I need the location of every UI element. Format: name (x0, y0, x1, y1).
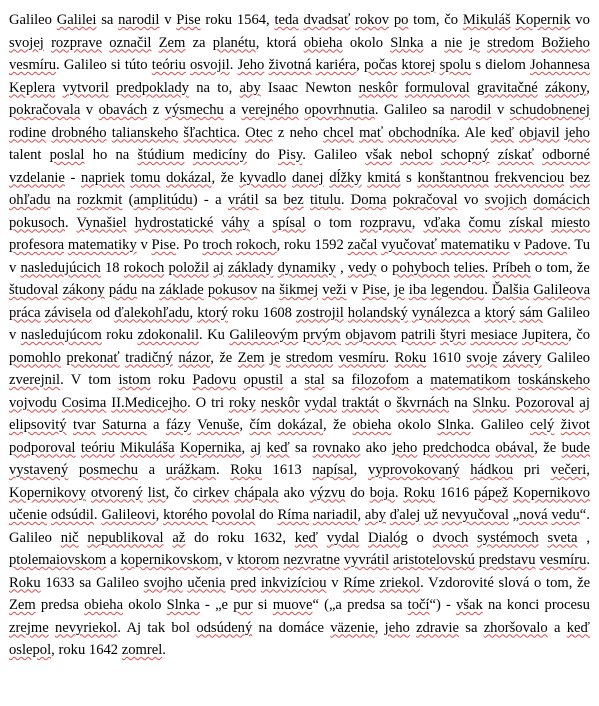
spellcheck-flagged-word[interactable]: ohľadu (9, 192, 51, 208)
spellcheck-flagged-word[interactable]: stredom (487, 34, 535, 51)
spellcheck-flagged-word[interactable]: schopný (440, 147, 490, 163)
spellcheck-flagged-word[interactable]: kariéra (315, 57, 357, 73)
spellcheck-flagged-word[interactable]: nepublikoval (87, 529, 164, 546)
spellcheck-flagged-word[interactable]: život (560, 417, 590, 433)
spellcheck-flagged-word[interactable]: obieha (84, 597, 124, 613)
spellcheck-flagged-word[interactable]: schudobnenej (509, 102, 590, 118)
spellcheck-flagged-word[interactable]: frekvenciou (494, 169, 565, 186)
spellcheck-flagged-word[interactable]: konštantnou (417, 169, 489, 186)
spellcheck-flagged-word[interactable]: bez (569, 169, 591, 186)
spellcheck-flagged-word[interactable]: Príbeh (492, 259, 531, 276)
spellcheck-flagged-word[interactable]: rozkmit (76, 192, 123, 208)
spellcheck-flagged-word[interactable]: patrili (400, 327, 436, 343)
spellcheck-flagged-word[interactable]: ďalej (389, 507, 421, 523)
spellcheck-flagged-word[interactable]: Kopernikovy (9, 484, 87, 501)
spellcheck-flagged-word[interactable]: štúdium (137, 147, 185, 163)
spellcheck-flagged-word[interactable]: závisela (44, 304, 92, 321)
spellcheck-flagged-word[interactable]: Slnku (472, 394, 507, 411)
spellcheck-flagged-word[interactable]: ktorom (237, 552, 280, 568)
spellcheck-flagged-word[interactable]: Kopernikovo (512, 484, 590, 501)
spellcheck-flagged-word[interactable]: vesmíru (338, 349, 386, 366)
spellcheck-flagged-word[interactable]: rovnako (312, 439, 361, 456)
spellcheck-flagged-word[interactable]: prekonať (66, 349, 120, 366)
spellcheck-flagged-word[interactable]: študoval (9, 282, 59, 298)
spellcheck-flagged-word[interactable]: pádu (108, 282, 138, 298)
spellcheck-flagged-word[interactable]: ptolemaiovskom (9, 552, 107, 568)
spellcheck-flagged-word[interactable]: nie (444, 34, 463, 51)
spellcheck-flagged-word[interactable]: až (172, 529, 186, 546)
spellcheck-flagged-word[interactable]: názor (178, 349, 211, 366)
spellcheck-flagged-word[interactable]: oslepol (9, 642, 52, 658)
spellcheck-flagged-word[interactable]: pohyboch (392, 259, 450, 276)
spellcheck-flagged-word[interactable]: jeho (392, 439, 418, 456)
spellcheck-flagged-word[interactable]: spolu (439, 57, 472, 73)
spellcheck-flagged-word[interactable]: nasledujúcom (20, 327, 102, 343)
spellcheck-flagged-word[interactable]: muove (272, 597, 313, 613)
spellcheck-flagged-word[interactable]: Roku (230, 462, 262, 478)
spellcheck-flagged-word[interactable]: sveta (547, 529, 578, 546)
spellcheck-flagged-word[interactable]: podporoval (9, 439, 76, 456)
spellcheck-flagged-word[interactable]: narodil (118, 12, 160, 28)
spellcheck-flagged-word[interactable]: zomrel (121, 642, 163, 658)
spellcheck-flagged-word[interactable]: povolal (211, 507, 256, 523)
spellcheck-flagged-word[interactable]: Jupitera (521, 327, 569, 343)
spellcheck-flagged-word[interactable]: Galileovi (101, 507, 156, 523)
spellcheck-flagged-word[interactable]: rodine (9, 124, 47, 141)
spellcheck-flagged-word[interactable]: zákony (545, 79, 587, 96)
spellcheck-flagged-word[interactable]: výsmechu (164, 102, 224, 118)
spellcheck-flagged-word[interactable]: medicíny (192, 147, 248, 163)
spellcheck-flagged-word[interactable]: získať (497, 147, 534, 163)
spellcheck-flagged-word[interactable]: získal (508, 214, 544, 231)
spellcheck-flagged-word[interactable]: odsúdil (50, 507, 94, 523)
spellcheck-flagged-word[interactable]: Galilei (56, 12, 97, 28)
spellcheck-flagged-word[interactable]: boja (369, 484, 395, 501)
spellcheck-flagged-word[interactable]: rozprave (51, 34, 103, 51)
spellcheck-flagged-word[interactable]: dvadsať (303, 12, 351, 28)
spellcheck-flagged-word[interactable]: Kopernik (515, 12, 571, 28)
spellcheck-flagged-word[interactable]: ktorý (197, 304, 228, 321)
spellcheck-flagged-word[interactable]: Padove (524, 237, 568, 253)
spellcheck-flagged-word[interactable]: obavách (98, 102, 148, 118)
spellcheck-flagged-word[interactable]: Otec (245, 124, 273, 141)
spellcheck-flagged-word[interactable]: dvoch (432, 529, 469, 546)
spellcheck-flagged-word[interactable]: Slnka (166, 597, 200, 613)
spellcheck-flagged-word[interactable]: jeho (384, 619, 410, 636)
spellcheck-flagged-word[interactable]: Padovu (192, 372, 237, 388)
spellcheck-flagged-word[interactable]: základy (227, 259, 274, 276)
spellcheck-flagged-word[interactable]: obieha (303, 34, 343, 51)
spellcheck-flagged-word[interactable]: matematikom (430, 372, 511, 388)
spellcheck-flagged-word[interactable]: pokusov (207, 282, 258, 298)
spellcheck-flagged-word[interactable]: Slnka (437, 417, 471, 433)
spellcheck-flagged-word[interactable]: vydal (326, 529, 360, 546)
spellcheck-flagged-word[interactable]: keď (566, 619, 590, 636)
spellcheck-flagged-word[interactable]: nezvratne (283, 552, 340, 568)
spellcheck-flagged-word[interactable]: stal (304, 372, 325, 388)
spellcheck-flagged-word[interactable]: keď (294, 529, 318, 546)
spellcheck-flagged-word[interactable]: aby (239, 79, 261, 96)
spellcheck-flagged-word[interactable]: Roku (403, 484, 436, 501)
spellcheck-flagged-word[interactable]: vzdelanie (9, 169, 65, 186)
spellcheck-flagged-word[interactable]: Pisy (278, 147, 303, 163)
spellcheck-flagged-word[interactable]: vytvoril (62, 79, 109, 96)
spellcheck-flagged-word[interactable]: napriek (81, 169, 125, 186)
spellcheck-flagged-word[interactable]: titulu (310, 192, 341, 208)
spellcheck-flagged-word[interactable]: položil (168, 259, 210, 276)
spellcheck-flagged-word[interactable]: systémoch (477, 529, 539, 546)
spellcheck-flagged-word[interactable]: učenie (9, 507, 48, 523)
spellcheck-flagged-word[interactable]: rozpravu (359, 214, 412, 231)
spellcheck-flagged-word[interactable]: škvrnách (396, 394, 450, 411)
spellcheck-flagged-word[interactable]: svojho (143, 574, 183, 591)
spellcheck-flagged-word[interactable]: iba (408, 282, 427, 298)
spellcheck-flagged-word[interactable]: teda (274, 12, 299, 28)
spellcheck-flagged-word[interactable]: Pise (362, 282, 387, 298)
spellcheck-flagged-word[interactable]: vynálezca (411, 304, 471, 321)
spellcheck-flagged-word[interactable]: pomohlo (9, 349, 61, 366)
spellcheck-flagged-word[interactable]: Ríme (343, 574, 375, 591)
spellcheck-flagged-word[interactable]: Jeho (237, 57, 265, 73)
spellcheck-flagged-word[interactable]: miesto (551, 214, 591, 231)
spellcheck-flagged-word[interactable]: domácich (533, 192, 590, 208)
spellcheck-flagged-word[interactable]: závery (502, 349, 542, 366)
spellcheck-flagged-word[interactable]: troch (202, 237, 233, 253)
spellcheck-flagged-word[interactable]: chápala (234, 484, 279, 501)
spellcheck-flagged-word[interactable]: Pise (176, 12, 201, 28)
spellcheck-flagged-word[interactable]: ktorý (484, 304, 516, 321)
spellcheck-flagged-word[interactable]: ďalekohľadu (114, 304, 190, 321)
spellcheck-flagged-word[interactable]: Cosima (61, 394, 107, 411)
spellcheck-flagged-word[interactable]: väzenie (330, 619, 375, 636)
spellcheck-flagged-word[interactable]: nebol (400, 147, 433, 163)
spellcheck-flagged-word[interactable]: teóriu (80, 439, 115, 456)
spellcheck-flagged-word[interactable]: dĺžky (329, 169, 362, 186)
spellcheck-flagged-word[interactable]: Zem (237, 349, 265, 366)
spellcheck-flagged-word[interactable]: pápež (474, 484, 509, 501)
spellcheck-flagged-word[interactable]: učenia (187, 574, 226, 591)
spellcheck-flagged-word[interactable]: vedy (348, 259, 377, 276)
spellcheck-flagged-word[interactable]: vyučovať (381, 237, 437, 253)
spellcheck-flagged-word[interactable]: obával (495, 439, 535, 456)
spellcheck-flagged-word[interactable]: Pozoroval (515, 394, 575, 411)
spellcheck-flagged-word[interactable]: mať (359, 124, 384, 141)
spellcheck-flagged-word[interactable]: rokoch (236, 237, 277, 253)
spellcheck-flagged-word[interactable]: vesmíru (9, 57, 57, 73)
spellcheck-flagged-word[interactable]: šľachtica (183, 124, 237, 141)
spellcheck-flagged-word[interactable]: elipsovitý (9, 417, 67, 433)
spellcheck-flagged-word[interactable]: prvým (302, 327, 341, 343)
document-paragraph[interactable]: Galileo Galilei sa narodil v Pise roku 1564, teda dvadsať rokov po tom, čo Mikuláš Kopernik vo svojej rozprave označil Zem za planétu, ktorá obieha okolo Slnka a nie je stredom Božieho vesmíru. Galileo si túto teóriu osvojil. Jeho životná kariéra, počas ktorej spolu s dielom Johannesa Keplera vytvoril predpoklady na to, aby Isaac Newton neskôr formuloval gravitačné zákony, pokračovala v obavách z výsmechu a verejného opovrhnutia. Galileo sa narodil v schudobnenej rodine drobného talianskeho šľachtica. Otec z neho chcel mať obchodníka. Ale keď objavil jeho talent poslal ho na štúdium medicíny do Pisy. Galileo však nebol schopný získať odborné vzdelanie - napriek tomu dokázal, že kyvadlo danej dĺžky kmitá s konštantnou frekvenciou bez ohľadu na rozkmit (amplitúdu) - a vrátil sa bez titulu. Doma pokračoval vo svojich domácich pokusoch. Vynašiel hydrostatické váhy a spísal o tom rozpravu, vďaka čomu získal miesto profesora matematiky v Pise. Po troch rokoch, roku 1592 začal vyučovať matematiku v Padove. Tu v nasledujúcich 18 rokoch položil aj základy dynamiky , vedy o pohyboch telies. Príbeh o tom, že študoval zákony pádu na základe pokusov na šikmej veži v Pise, je iba legendou. Ďalšia Galileova práca závisela od ďalekohľadu, ktorý roku 1608 zostrojil holandský vynálezca a ktorý sám Galileo v nasledujúcom roku zdokonalil. Ku Galileovým prvým objavom patrili štyri mesiace Jupitera, čo pomohlo prekonať tradičný názor, že Zem je stredom vesmíru. Roku 1610 svoje závery Galileo zverejnil. V tom istom roku Padovu opustil a stal sa filozofom a matematikom toskánskeho vojvodu Cosima II.Medicejho. O tri roky neskôr vydal traktát o škvrnách na Slnku. Pozoroval aj elipsovitý tvar Saturna a fázy Venuše, čím dokázal, že obieha okolo Slnka. Galileo celý život podporoval teóriu Mikuláša Kopernika, aj keď sa rovnako ako jeho predchodca obával, že bude vystavený posmechu a urážkam. Roku 1613 napísal, vyprovokovaný hádkou pri večeri, Kopernikovy otvorený list, čo cirkev chápala ako výzvu do boja. Roku 1616 pápež Kopernikovo učenie odsúdil. Galileovi, ktorého povolal do Ríma nariadil, aby ďalej už nevyučoval „nová vedu“. Galileo nič nepublikoval až do roku 1632, keď vydal Dialóg o dvoch systémoch sveta , ptolemaiovskom a kopernikovskom, v ktorom nezvratne vyvrátil aristotelovskú predstavu vesmíru. Roku 1633 sa Galileo svojho učenia pred inkvizíciou v Ríme zriekol. Vzdorovité slová o tom, že Zem predsa obieha okolo Slnka - „e pur si muove“ („a predsa sa točí“) - však na konci procesu zrejme nevyriekol. Aj tak bol odsúdený na domáce väzenie, jeho zdravie sa zhoršovalo a keď oslepol, roku 1642 zomrel. (9, 12, 591, 658)
spellcheck-flagged-word[interactable]: aj (579, 394, 590, 411)
spellcheck-flagged-word[interactable]: Venuše (197, 417, 240, 433)
spellcheck-flagged-word[interactable]: aj (250, 439, 262, 456)
spellcheck-flagged-word[interactable]: poslal (49, 147, 85, 163)
spellcheck-flagged-word[interactable]: označil (109, 34, 152, 51)
spellcheck-flagged-word[interactable]: posmechu (78, 462, 138, 478)
spellcheck-flagged-word[interactable]: drobného (51, 124, 107, 141)
spellcheck-flagged-word[interactable]: amplitúdu (133, 192, 193, 208)
spellcheck-flagged-word[interactable]: danej (291, 169, 324, 186)
spellcheck-flagged-word[interactable]: aristotelovskú (393, 552, 475, 568)
spellcheck-flagged-word[interactable]: zdravie (416, 619, 460, 636)
spellcheck-flagged-word[interactable]: celý (530, 417, 555, 433)
spellcheck-flagged-word[interactable]: základe (159, 282, 204, 298)
spellcheck-flagged-word[interactable]: veži (322, 282, 347, 298)
spellcheck-flagged-word[interactable]: zákony (62, 282, 105, 298)
spellcheck-flagged-word[interactable]: práca (9, 304, 41, 321)
spellcheck-flagged-word[interactable]: vystavený (9, 462, 69, 478)
spellcheck-flagged-word[interactable]: obieha (352, 417, 392, 433)
spellcheck-flagged-word[interactable]: však (365, 147, 393, 163)
spellcheck-flagged-word[interactable]: teóriu (151, 57, 186, 73)
spellcheck-flagged-word[interactable]: nevyriekol (54, 619, 118, 636)
spellcheck-flagged-word[interactable]: tvar (72, 417, 96, 433)
spellcheck-flagged-word[interactable]: spísal (272, 214, 306, 231)
spellcheck-flagged-word[interactable]: pokračovala (9, 102, 81, 118)
spellcheck-flagged-word[interactable]: objavil (519, 124, 560, 141)
spellcheck-flagged-word[interactable]: Pise (151, 237, 176, 253)
spellcheck-flagged-word[interactable]: bude (561, 439, 590, 456)
spellcheck-flagged-word[interactable]: čomu (468, 214, 501, 231)
spellcheck-flagged-word[interactable]: točí (407, 597, 430, 613)
spellcheck-flagged-word[interactable]: počas (363, 57, 398, 73)
spellcheck-flagged-word[interactable]: ktorej (401, 57, 436, 73)
spellcheck-flagged-word[interactable]: vrátil (227, 192, 259, 208)
spellcheck-flagged-word[interactable]: holandský (347, 304, 408, 321)
spellcheck-flagged-word[interactable]: po (393, 12, 409, 28)
spellcheck-flagged-word[interactable]: Keplera (9, 79, 56, 96)
spellcheck-flagged-word[interactable]: nasledujúcich (20, 259, 101, 276)
spellcheck-flagged-word[interactable]: obchodníka (388, 124, 457, 141)
spellcheck-flagged-word[interactable]: zrejme (9, 619, 49, 636)
spellcheck-flagged-word[interactable]: vedu (551, 507, 580, 523)
spellcheck-flagged-word[interactable]: životná (268, 57, 312, 73)
spellcheck-flagged-word[interactable]: Zem (158, 34, 186, 51)
spellcheck-flagged-word[interactable]: je (394, 282, 405, 298)
spellcheck-flagged-word[interactable]: istom (118, 372, 151, 388)
spellcheck-flagged-word[interactable]: zverejnil (9, 372, 61, 388)
spellcheck-flagged-word[interactable]: Roku (9, 574, 41, 591)
spellcheck-flagged-word[interactable]: keď (266, 439, 290, 456)
spellcheck-flagged-word[interactable]: zhoršovalo (483, 619, 548, 636)
spellcheck-flagged-word[interactable]: zdokonalil (137, 327, 200, 343)
spellcheck-flagged-word[interactable]: Roku (394, 349, 427, 366)
spellcheck-flagged-word[interactable]: nič (60, 529, 79, 546)
spellcheck-flagged-word[interactable]: Galileova (533, 282, 591, 298)
spellcheck-flagged-word[interactable]: tradičný (125, 349, 173, 366)
spellcheck-flagged-word[interactable]: pur (233, 597, 253, 613)
spellcheck-flagged-word[interactable]: verejného (241, 102, 299, 118)
spellcheck-flagged-word[interactable]: je (469, 34, 480, 51)
spellcheck-flagged-word[interactable]: gravitačné (477, 79, 538, 96)
spellcheck-flagged-word[interactable]: vďaka (423, 214, 461, 231)
spellcheck-flagged-word[interactable]: telies (453, 259, 485, 276)
spellcheck-flagged-word[interactable]: čím (249, 417, 272, 433)
spellcheck-flagged-word[interactable]: začal (347, 237, 378, 253)
spellcheck-flagged-word[interactable]: Mikuláš (462, 12, 511, 28)
spellcheck-flagged-word[interactable]: vyprovokovaný (367, 462, 460, 478)
spellcheck-flagged-word[interactable]: predchodca (422, 439, 490, 456)
spellcheck-flagged-word[interactable]: je (269, 349, 281, 366)
spellcheck-flagged-word[interactable]: bez (283, 192, 304, 208)
spellcheck-flagged-word[interactable]: toskánskeho (517, 372, 591, 388)
spellcheck-flagged-word[interactable]: vojvodu (9, 394, 57, 411)
spellcheck-flagged-word[interactable]: dokázal (277, 417, 324, 433)
spellcheck-flagged-word[interactable]: chcel (323, 124, 354, 141)
spellcheck-flagged-word[interactable]: zostrojil (295, 304, 344, 321)
spellcheck-flagged-word[interactable]: fázy (165, 417, 192, 433)
spellcheck-flagged-word[interactable]: Slnka (390, 34, 424, 51)
spellcheck-flagged-word[interactable]: dokázal (166, 169, 212, 186)
spellcheck-flagged-word[interactable]: list (147, 484, 166, 501)
spellcheck-flagged-word[interactable]: vesmíru (539, 552, 587, 568)
spellcheck-flagged-word[interactable]: Galileovým (229, 327, 299, 343)
spellcheck-flagged-word[interactable]: predstavu (478, 552, 536, 568)
spellcheck-flagged-word[interactable]: otvorený (90, 484, 143, 501)
spellcheck-flagged-word[interactable]: traktát (341, 394, 380, 411)
spellcheck-flagged-word[interactable]: šikmej (279, 282, 319, 298)
spellcheck-flagged-word[interactable]: Božieho (541, 34, 590, 51)
spellcheck-flagged-word[interactable]: roky (229, 394, 256, 411)
spellcheck-flagged-word[interactable]: hydrostatické (134, 214, 214, 231)
spellcheck-flagged-word[interactable]: pokračoval (392, 192, 458, 208)
spellcheck-flagged-word[interactable]: svojej (9, 34, 44, 51)
spellcheck-flagged-word[interactable]: inkvizíciou (260, 574, 327, 591)
spellcheck-flagged-word[interactable]: svoje (466, 349, 498, 366)
spellcheck-flagged-word[interactable]: opovrhnutia (304, 102, 375, 118)
spellcheck-flagged-word[interactable]: cirkev (192, 484, 230, 501)
spellcheck-flagged-word[interactable]: nariadil (312, 507, 358, 523)
spellcheck-flagged-word[interactable]: však (456, 597, 483, 613)
spellcheck-flagged-word[interactable]: odborné (542, 147, 590, 163)
spellcheck-flagged-word[interactable]: talianskeho (111, 124, 179, 141)
spellcheck-flagged-word[interactable]: neskôr (358, 79, 398, 96)
spellcheck-flagged-word[interactable]: Vynašiel (76, 214, 127, 231)
spellcheck-flagged-word[interactable]: legendou (430, 282, 485, 298)
spellcheck-flagged-word[interactable]: planétu (212, 34, 256, 51)
spellcheck-flagged-word[interactable]: štyri (440, 327, 467, 343)
spellcheck-flagged-word[interactable]: Dialóg (368, 529, 408, 546)
spellcheck-flagged-word[interactable]: kmitá (367, 169, 401, 186)
spellcheck-flagged-word[interactable]: Mikuláša (120, 439, 175, 456)
spellcheck-flagged-word[interactable]: neskôr (260, 394, 300, 411)
spellcheck-flagged-word[interactable]: sám (519, 304, 543, 321)
spellcheck-flagged-word[interactable]: formuloval (404, 79, 470, 96)
spellcheck-flagged-word[interactable]: osvojil (190, 57, 230, 73)
spellcheck-flagged-word[interactable]: aj (213, 259, 224, 276)
spellcheck-flagged-word[interactable]: stredom (286, 349, 334, 366)
spellcheck-flagged-word[interactable]: zriekol (379, 574, 421, 591)
spellcheck-flagged-word[interactable]: Johannesa (529, 57, 590, 73)
spellcheck-flagged-word[interactable]: Kopernika (179, 439, 242, 456)
spellcheck-flagged-word[interactable]: Saturna (102, 417, 147, 433)
spellcheck-flagged-word[interactable]: urážkam (165, 462, 216, 478)
spellcheck-flagged-word[interactable]: odsúdený (196, 619, 253, 636)
spellcheck-flagged-word[interactable]: jeho (564, 124, 590, 141)
spellcheck-flagged-word[interactable]: matematiku (440, 237, 510, 253)
spellcheck-flagged-word[interactable]: večeri (550, 462, 587, 478)
spellcheck-flagged-word[interactable]: matematiky (67, 237, 137, 253)
spellcheck-flagged-word[interactable]: II.Medicejho (111, 394, 188, 411)
spellcheck-flagged-word[interactable]: tomu (130, 169, 161, 186)
spellcheck-flagged-word[interactable]: vydal (304, 394, 337, 411)
spellcheck-flagged-word[interactable]: Ríma (277, 507, 310, 523)
spellcheck-flagged-word[interactable]: hádkou (470, 462, 514, 478)
spellcheck-flagged-word[interactable]: výzvu (309, 484, 346, 501)
spellcheck-flagged-word[interactable]: kyvadlo (239, 169, 287, 186)
spellcheck-flagged-word[interactable]: ktorého (163, 507, 208, 523)
spellcheck-flagged-word[interactable]: rokoch (123, 259, 165, 276)
spellcheck-flagged-word[interactable]: dynamiky (277, 259, 336, 276)
spellcheck-flagged-word[interactable]: Ďalšia (491, 282, 530, 298)
spellcheck-flagged-word[interactable]: profesora (9, 237, 65, 253)
spellcheck-flagged-word[interactable]: vyvrátil (343, 552, 390, 568)
spellcheck-flagged-word[interactable]: váhy (221, 214, 250, 231)
spellcheck-flagged-word[interactable]: predpoklady (115, 79, 189, 96)
spellcheck-flagged-word[interactable]: aby (364, 507, 386, 523)
spellcheck-flagged-word[interactable]: filozofom (351, 372, 410, 388)
spellcheck-flagged-word[interactable]: narodil (450, 102, 492, 118)
spellcheck-flagged-word[interactable]: mesiace (470, 327, 518, 343)
spellcheck-flagged-word[interactable]: kopernikovskom (120, 552, 219, 568)
spellcheck-flagged-word[interactable]: už (424, 507, 438, 523)
spellcheck-flagged-word[interactable]: Zem (9, 597, 36, 613)
spellcheck-flagged-word[interactable]: Doma (350, 192, 387, 208)
spellcheck-flagged-word[interactable]: nová (519, 507, 548, 523)
spellcheck-flagged-word[interactable]: pokusoch (9, 214, 65, 231)
spellcheck-flagged-word[interactable]: napísal (312, 462, 354, 478)
spellcheck-flagged-word[interactable]: opustil (243, 372, 284, 388)
spellcheck-flagged-word[interactable]: svojich (484, 192, 527, 208)
spellcheck-flagged-word[interactable]: rokov (355, 12, 390, 28)
spellcheck-flagged-word[interactable]: nevyučoval (441, 507, 509, 523)
spellcheck-flagged-word[interactable]: pred (230, 574, 257, 591)
spellcheck-flagged-word[interactable]: keď (490, 124, 514, 141)
spellcheck-flagged-word[interactable]: objavom (345, 327, 397, 343)
